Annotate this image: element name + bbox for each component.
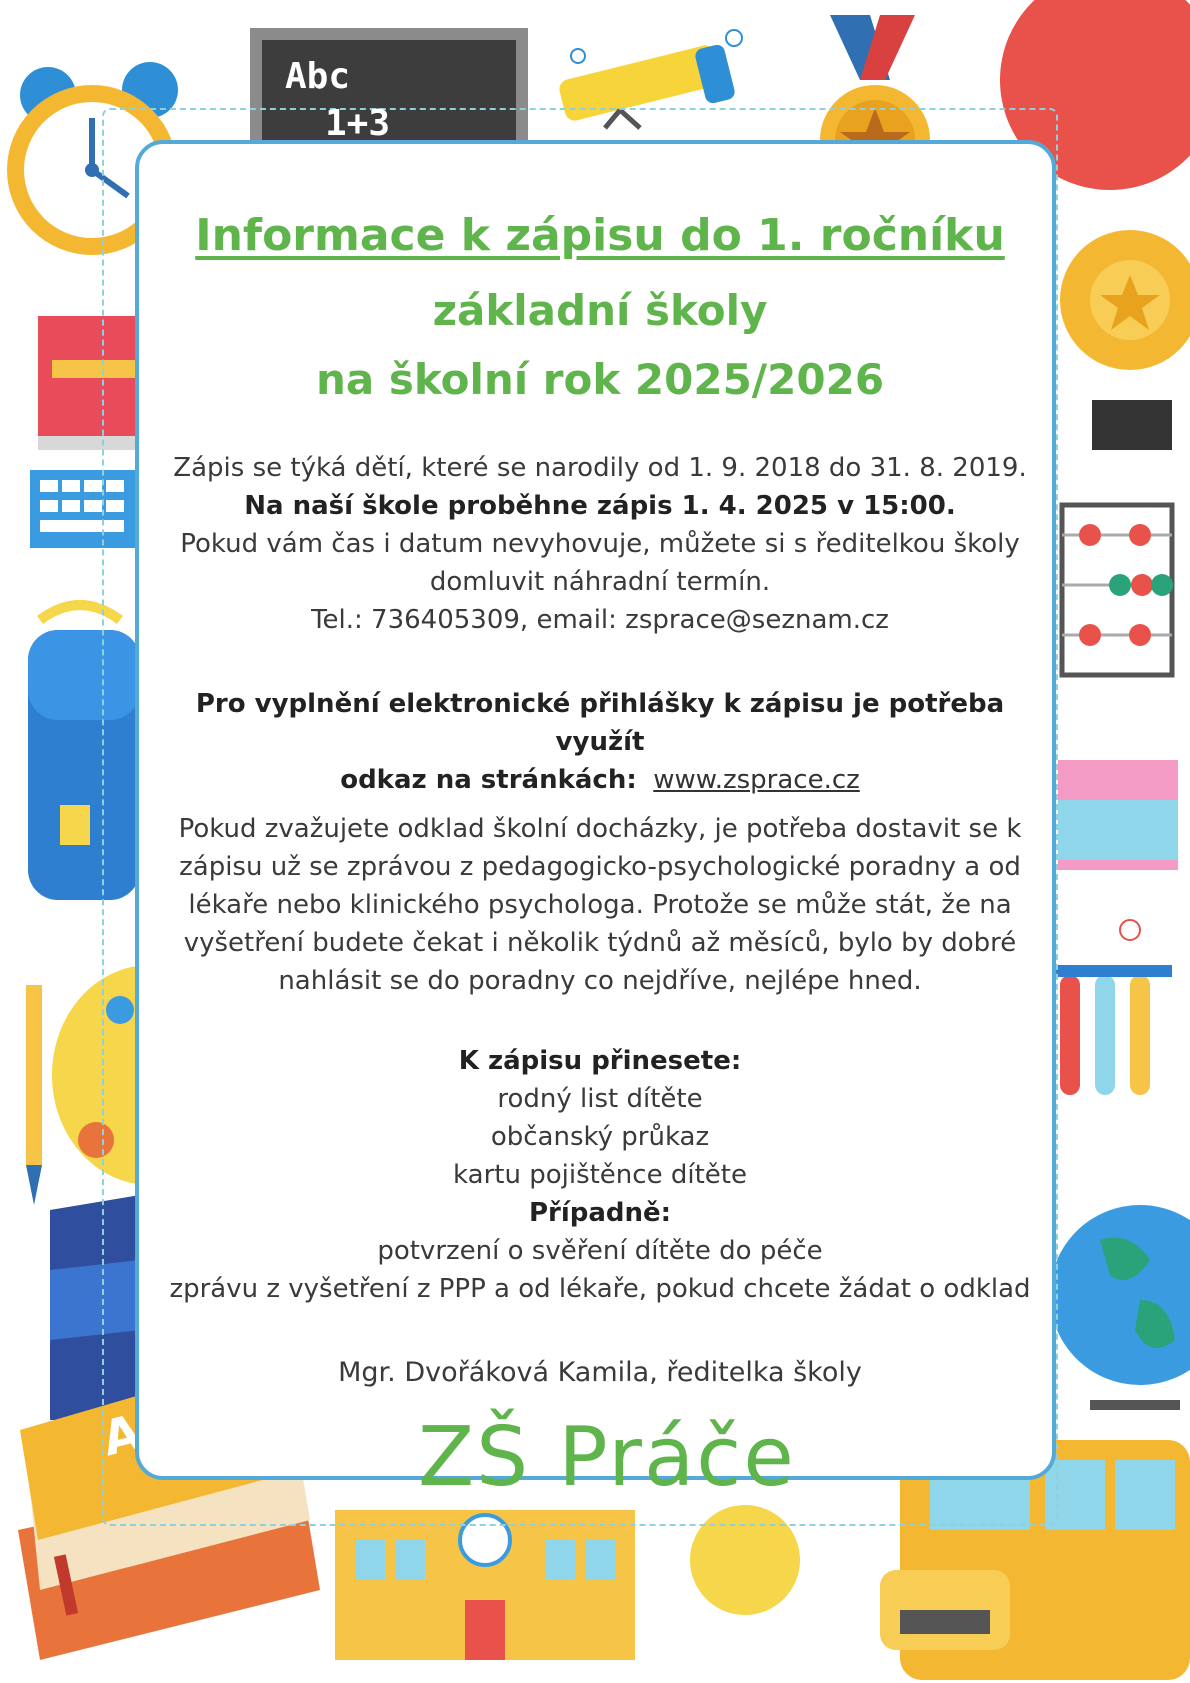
optional-heading: Případně: bbox=[528, 1198, 672, 1228]
page-title: Informace k zápisu do 1. ročníku bbox=[195, 210, 1005, 261]
list-item: rodný list dítěte bbox=[497, 1084, 703, 1114]
deferral-line: nahlásit se do poradny co nejdříve, nejlépe hned. bbox=[278, 966, 922, 996]
test-tubes-icon bbox=[1052, 920, 1172, 1095]
list-item: kartu pojištěnce dítěte bbox=[453, 1160, 747, 1190]
list-item: zprávu z vyšetření z PPP a od lékaře, pokud chcete žádat o odklad bbox=[169, 1274, 1031, 1304]
electronic-application-paragraph bbox=[150, 685, 1050, 799]
deferral-paragraph bbox=[150, 810, 1050, 1000]
school-logo-text: ZŠ Práče bbox=[418, 1410, 796, 1505]
electronic-line: odkaz na stránkách: bbox=[340, 765, 637, 795]
info-line: Pokud vám čas i datum nevyhovuje, můžete si s ředitelkou školy bbox=[180, 529, 1020, 559]
website-link[interactable]: www.zsprace.cz bbox=[653, 765, 860, 795]
deferral-line: vyšetření budete čekat i několik týdnů až měsíců, bylo by dobré bbox=[183, 928, 1017, 958]
bring-heading: K zápisu přinesete: bbox=[458, 1046, 742, 1076]
abacus-icon bbox=[1062, 505, 1173, 675]
info-paragraph bbox=[150, 449, 1050, 639]
bring-list bbox=[150, 1042, 1050, 1308]
title-line-2: základní školy bbox=[432, 286, 768, 335]
date-line: Na naší škole proběhne zápis 1. 4. 2025 v 15:00. bbox=[244, 491, 956, 521]
info-line: domluvit náhradní termín. bbox=[429, 567, 771, 597]
deferral-line: lékaře nebo klinického psychologa. Protože se může stát, že na bbox=[188, 890, 1012, 920]
trophy-icon bbox=[1060, 230, 1190, 450]
chalkboard-line-1: Abc bbox=[285, 56, 351, 97]
signature: Mgr. Dvořáková Kamila, ředitelka školy bbox=[338, 1357, 862, 1388]
info-line: Zápis se týká dětí, které se narodily od 1. 9. 2018 do 31. 8. 2019. bbox=[173, 453, 1027, 483]
title-line-3: na školní rok 2025/2026 bbox=[315, 355, 885, 404]
deferral-line: zápisu už se zprávou z pedagogicko-psychologické poradny a od bbox=[179, 852, 1021, 882]
globe-icon bbox=[1050, 1205, 1190, 1410]
contact-line: Tel.: 736405309, email: zsprace@seznam.cz bbox=[311, 605, 889, 635]
chalkboard-line-2: 1+3 bbox=[325, 103, 391, 144]
electronic-line: Pro vyplnění elektronické přihlášky k zápisu je potřeba využít bbox=[195, 689, 1005, 757]
list-item: potvrzení o svěření dítěte do péče bbox=[377, 1236, 823, 1266]
list-item: občanský průkaz bbox=[490, 1122, 710, 1152]
chalkboard-text bbox=[285, 56, 390, 144]
school-building-icon bbox=[335, 1510, 635, 1660]
deferral-line: Pokud zvažujete odklad školní docházky, je potřeba dostavit se k bbox=[178, 814, 1022, 844]
